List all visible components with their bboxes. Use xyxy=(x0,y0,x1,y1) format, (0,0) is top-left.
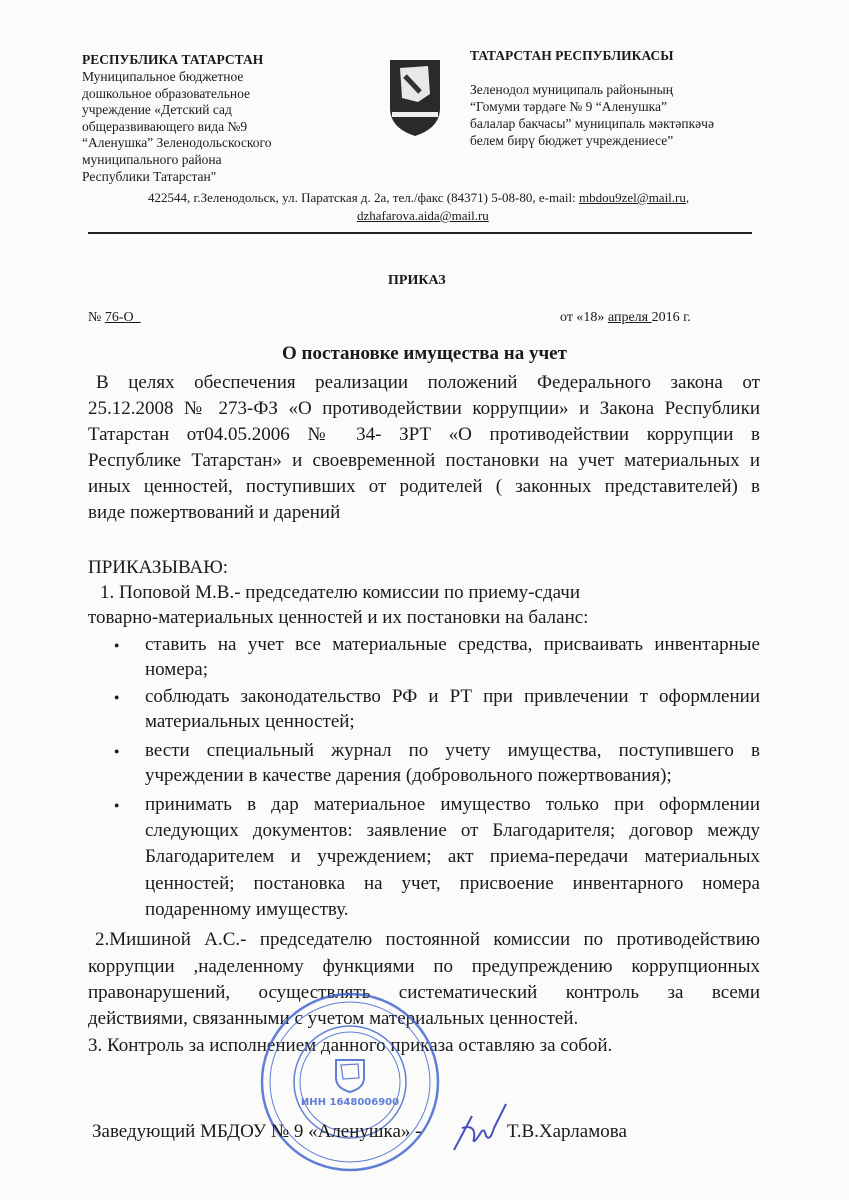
preamble-line: Татарстан от04.05.2006 № 34- ЗРТ «О противодействии коррупции в xyxy=(88,424,760,445)
item1-line: товарно-материальных ценностей и их постановки на баланс: xyxy=(88,607,589,628)
order-heading: ПРИКАЗ xyxy=(388,273,446,288)
stamp-text: ИНН 1648006900 xyxy=(300,1097,400,1108)
coat-of-arms-logo xyxy=(388,58,442,138)
order-date xyxy=(560,310,691,326)
address-line xyxy=(148,190,689,206)
bullet-line: материальных ценностей; xyxy=(145,711,355,732)
bullet-icon: ● xyxy=(114,800,120,810)
header-right-line: Зеленодол муниципаль районының xyxy=(470,82,673,97)
header-right-line: балалар бакчасы” муниципаль мәктәпкәчә xyxy=(470,116,714,131)
order-word: ПРИКАЗЫВАЮ: xyxy=(88,557,229,578)
bullet-line: ставить на учет все материальные средства, присваивать инвентарные xyxy=(145,634,760,655)
preamble-line: 25.12.2008 № 273-ФЗ «О противодействии коррупции» и Закона Республики xyxy=(88,398,760,419)
email-link-1[interactable]: mbdou9zel@mail.ru xyxy=(578,190,686,205)
header-left-line: общеразвивающего вида №9 xyxy=(82,118,248,134)
header-right-title: ТАТАРСТАН РЕСПУБЛИКАСЫ xyxy=(470,48,674,63)
item1-line: 1. Поповой М.В.- председателю комиссии по приему-сдачи xyxy=(100,582,581,603)
number-prefix: № xyxy=(88,310,105,325)
signature-name: Т.В.Харламова xyxy=(507,1121,627,1142)
email-link-2[interactable]: dzhafarova.aida@mail.ru xyxy=(357,208,489,223)
bullet-line: учреждении в качестве дарения (добровольного пожертвования); xyxy=(145,765,672,786)
address-text: 422544, г.Зеленодольск, ул. Паратская д. 2а, тел./факс (84371) 5-08-80, e-mail: xyxy=(148,190,579,205)
bullet-line: ценностей; постановка на учет, присвоение инвентарного номера xyxy=(145,873,760,894)
header-right-line: “Гомуми тәрдәге № 9 “Аленушка” xyxy=(470,99,667,114)
bullet-line: Благодарителем и учреждением; акт приема-передачи материальных xyxy=(145,846,760,867)
preamble-line: виде пожертвований и дарений xyxy=(88,502,341,523)
preamble-line: Республике Татарстан» и своевременной постановки на учет материальных и xyxy=(88,450,760,471)
bullet-line: подаренному имуществу. xyxy=(145,899,349,920)
number-value: 76-О_ xyxy=(104,310,141,325)
email-separator: , xyxy=(685,190,690,205)
item2-line: 2.Мишиной А.С.- председателю постоянной комиссии по противодействию xyxy=(95,929,760,950)
handwritten-signature xyxy=(450,1098,510,1154)
date-year: 2016 г. xyxy=(651,310,691,325)
header-left-line: дошкольное образовательное xyxy=(82,85,250,101)
header-left-line: “Аленушка” Зеленодольскоского xyxy=(82,135,272,151)
header-left-line: муниципального района xyxy=(82,152,222,167)
bullet-line: принимать в дар материальное имущество только при оформлении xyxy=(145,794,760,815)
order-title: О постановке имущества на учет xyxy=(282,343,567,364)
header-left-line: учреждение «Детский сад xyxy=(82,102,232,118)
preamble-line: В целях обеспечения реализации положений Федерального закона от xyxy=(96,372,760,393)
bullet-icon: ● xyxy=(114,746,120,756)
official-stamp xyxy=(258,990,443,1175)
item3-line: 3. Контроль за исполнением данного приказа оставляю за собой. xyxy=(88,1035,613,1056)
date-month: апреля xyxy=(607,310,652,325)
preamble-line: иных ценностей, поступивших от родителей ( законных представителей) в xyxy=(88,476,760,497)
signature-position: Заведующий МБДОУ № 9 «Аленушка» - xyxy=(92,1121,422,1142)
order-number xyxy=(88,310,141,326)
header-left-title: РЕСПУБЛИКА ТАТАРСТАН xyxy=(82,52,264,67)
header-divider xyxy=(88,232,752,234)
header-left-line: Республики Татарстан" xyxy=(82,168,217,184)
header-right-line: белем бирү бюджет учреждениесе” xyxy=(470,133,674,148)
bullet-icon: ● xyxy=(114,640,120,650)
bullet-icon: ● xyxy=(114,692,120,702)
bullet-line: вести специальный журнал по учету имущества, поступившего в xyxy=(145,740,760,761)
date-prefix: от «18» xyxy=(560,310,608,325)
item2-line: правонарушений, осуществлять систематический контроль за всеми xyxy=(88,982,760,1003)
item2-line: действиями, связанными с учетом материальных ценностей. xyxy=(88,1008,579,1029)
bullet-line: следующих документов: заявление от Благодарителя; договор между xyxy=(145,820,760,841)
bullet-line: соблюдать законодательство РФ и РТ при привлечении т оформлении xyxy=(145,686,760,707)
header-left-line: Муниципальное бюджетное xyxy=(82,69,244,84)
item2-line: коррупции ,наделенному функциями по предупреждению коррупционных xyxy=(88,956,760,977)
bullet-line: номера; xyxy=(145,659,208,680)
